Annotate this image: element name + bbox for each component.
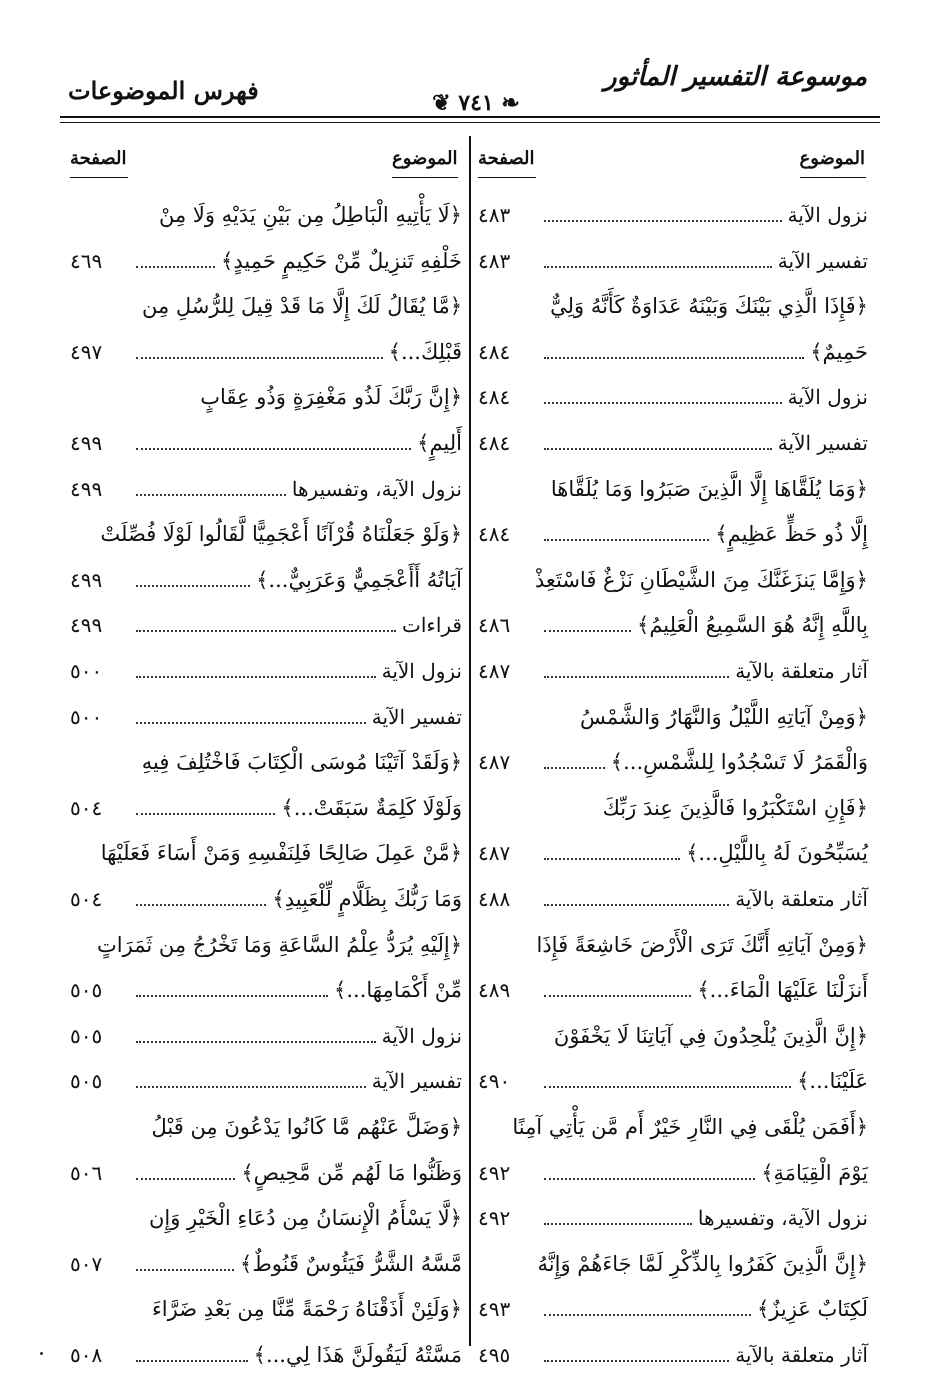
- entry-page-number: ٥٠٥: [70, 978, 103, 1003]
- leader-dots: [136, 1041, 376, 1043]
- index-entry: [478, 424, 868, 462]
- leader-dots: [136, 904, 266, 906]
- entry-topic: أَلِيمٍ﴾: [417, 431, 462, 455]
- entry-page-number: ٤٩٠: [478, 1069, 511, 1094]
- entry-topic: ﴿وَضَلَّ عَنْهُم مَّا كَانُوا يَدْعُونَ مِن قَبْلُ: [151, 1115, 462, 1139]
- index-entry: [70, 926, 462, 964]
- right-page-underline: [478, 177, 536, 178]
- leader-dots: [136, 494, 286, 496]
- entry-topic: تفسير الآية: [777, 431, 868, 455]
- entry-topic: ﴿وَمِنْ آيَاتِهِ اللَّيْلُ وَالنَّهَارُ وَالشَّمْسُ: [580, 704, 868, 729]
- entry-page-number: ٥٠٥: [70, 1023, 103, 1048]
- index-entry: [478, 515, 868, 553]
- entry-topic: ﴿لَّا يَسْأَمُ الْإِنسَانُ مِن دُعَاءِ الْخَيْرِ وَإِن: [148, 1206, 462, 1231]
- index-entry: [478, 926, 868, 964]
- leader-dots: [544, 266, 772, 268]
- index-entry: [70, 606, 462, 644]
- entry-topic: لَكِتَابٌ عَزِيزٌ﴾: [756, 1297, 868, 1322]
- index-entry: [70, 378, 462, 416]
- right-page-header: الصفحة: [478, 148, 535, 169]
- entry-topic: وَلَوْلَا كَلِمَةٌ سَبَقَتْ...﴾: [281, 795, 462, 820]
- leader-dots: [544, 1223, 692, 1225]
- entry-page-number: ٤٩٩: [70, 431, 103, 455]
- index-entry: [478, 242, 868, 280]
- index-entry: [70, 1108, 462, 1146]
- leader-dots: [544, 1178, 755, 1180]
- stray-mark: [40, 1352, 43, 1355]
- index-entry: [70, 698, 462, 736]
- leader-dots: [544, 448, 772, 450]
- entry-page-number: ٤٩٢: [478, 1206, 511, 1231]
- index-entry: [478, 1245, 868, 1283]
- leader-dots: [136, 357, 383, 359]
- index-entry: [478, 378, 868, 416]
- index-entry: [70, 743, 462, 781]
- section-title: فهرس الموضوعات: [68, 76, 259, 105]
- leader-dots: [136, 266, 215, 268]
- entry-page-number: ٤٨٨: [478, 887, 511, 911]
- entry-topic: قَبْلِكَ...﴾: [388, 339, 462, 364]
- entry-topic: آيَاتُهُ أَأَعْجَمِيٌّ وَعَرَبِيٌّ...﴾: [256, 567, 462, 592]
- entry-topic: مَّسَّهُ الشَّرُّ فَيَئُوسٌ قَنُوطٌ﴾: [240, 1251, 462, 1276]
- index-entry: [478, 561, 868, 599]
- entry-page-number: ٥٠٤: [70, 887, 103, 911]
- index-entry: [478, 880, 868, 918]
- leader-dots: [544, 1086, 791, 1088]
- entry-page-number: ٤٨٧: [478, 750, 511, 775]
- entry-page-number: ٤٨٤: [478, 522, 511, 547]
- right-topic-underline: [800, 177, 866, 178]
- entry-page-number: ٤٩٥: [478, 1343, 511, 1367]
- leader-dots: [544, 630, 631, 632]
- index-entry: [70, 1017, 462, 1055]
- entry-topic: ﴿إِنَّ الَّذِينَ يُلْحِدُونَ فِي آيَاتِنَا لَا يَخْفَوْنَ: [553, 1023, 868, 1048]
- left-topic-underline: [392, 177, 458, 178]
- entry-page-number: ٤٨٣: [478, 203, 511, 227]
- leader-dots: [136, 585, 250, 587]
- entry-page-number: ٤٩٩: [70, 476, 103, 501]
- index-entry: [478, 1336, 868, 1374]
- entry-topic: عَلَيْنَا...﴾: [797, 1069, 868, 1094]
- index-entry: [70, 1062, 462, 1100]
- index-entry: [70, 242, 462, 280]
- index-entry: [478, 652, 868, 690]
- entry-topic: وَالْقَمَرُ لَا تَسْجُدُوا لِلشَّمْسِ...﴾: [610, 750, 868, 775]
- index-entry: [478, 1108, 868, 1146]
- entry-topic: تفسير الآية: [371, 1069, 462, 1094]
- entry-page-number: ٤٨٤: [478, 339, 511, 364]
- entry-page-number: ٤٨٩: [478, 978, 511, 1003]
- leader-dots: [136, 676, 376, 678]
- entry-topic: بِاللَّهِ إِنَّهُ هُوَ السَّمِيعُ الْعَلِيمُ﴾: [637, 613, 868, 638]
- index-entry: [70, 834, 462, 872]
- entry-topic: ﴿وَلَئِنْ أَذَقْنَاهُ رَحْمَةً مِّنَّا مِن بَعْدِ ضَرَّاءَ: [151, 1297, 462, 1322]
- header-rule-thin: [60, 122, 880, 123]
- entry-topic: نزول الآية: [787, 203, 868, 227]
- left-topic-header: الموضوع: [392, 148, 458, 169]
- index-entry: [70, 1245, 462, 1283]
- index-entry: [70, 515, 462, 553]
- leader-dots: [136, 995, 328, 997]
- column-divider: [469, 136, 471, 1346]
- index-entry: [478, 1154, 868, 1192]
- entry-topic: مَسَّتْهُ لَيَقُولَنَّ هَذَا لِي...﴾: [253, 1343, 462, 1367]
- index-entry: [70, 333, 462, 371]
- right-topic-header: الموضوع: [799, 148, 865, 169]
- entry-topic: نزول الآية، وتفسيرها: [291, 476, 462, 501]
- entry-topic: ﴿فَإِنِ اسْتَكْبَرُوا فَالَّذِينَ عِندَ رَبِّكَ: [602, 795, 868, 820]
- index-entry: [70, 971, 462, 1009]
- index-entry: [478, 606, 868, 644]
- entry-topic: خَلْفِهِ تَنزِيلٌ مِّنْ حَكِيمٍ حَمِيدٍ﴾: [221, 248, 462, 273]
- entry-topic: ﴿وَمِنْ آيَاتِهِ أَنَّكَ تَرَى الْأَرْضَ خَاشِعَةً فَإِذَا: [536, 932, 868, 957]
- entry-topic: ﴿إِنَّ الَّذِينَ كَفَرُوا بِالذِّكْرِ لَمَّا جَاءَهُمْ وَإِنَّهُ: [537, 1251, 868, 1276]
- header-rule: [60, 116, 880, 118]
- leader-dots: [544, 995, 691, 997]
- leader-dots: [136, 1269, 234, 1271]
- entry-topic: ﴿وَإِمَّا يَنزَغَنَّكَ مِنَ الشَّيْطَانِ نَزْغٌ فَاسْتَعِذْ: [534, 567, 868, 592]
- entry-page-number: ٤٩٩: [70, 567, 103, 592]
- index-entry: [478, 333, 868, 371]
- leader-dots: [544, 1314, 751, 1316]
- left-page-underline: [70, 177, 128, 178]
- entry-topic: ﴿إِنَّ رَبَّكَ لَذُو مَغْفِرَةٍ وَذُو عِقَابٍ: [200, 385, 462, 410]
- leader-dots: [136, 722, 366, 724]
- entry-page-number: ٤٩٣: [478, 1297, 511, 1322]
- leader-dots: [136, 1178, 235, 1180]
- book-title: موسوعة التفسير المأثور: [604, 62, 867, 92]
- index-entry: [70, 424, 462, 462]
- entry-page-number: ٥٠٨: [70, 1343, 103, 1367]
- index-entry: [70, 196, 462, 234]
- page-number-value: ٧٤١: [458, 90, 494, 116]
- entry-topic: يَوْمَ الْقِيَامَةِ﴾: [761, 1160, 868, 1185]
- entry-topic: نزول الآية: [381, 1023, 462, 1048]
- index-entry: [70, 652, 462, 690]
- entry-topic: نزول الآية: [381, 659, 462, 683]
- entry-topic: نزول الآية: [787, 385, 868, 410]
- entry-topic: أَنزَلْنَا عَلَيْهَا الْمَاءَ...﴾: [697, 978, 868, 1003]
- index-entry: [478, 470, 868, 508]
- entry-page-number: ٤٩٢: [478, 1160, 511, 1185]
- index-entry: [478, 1290, 868, 1328]
- index-entry: [478, 834, 868, 872]
- index-entry: [70, 880, 462, 918]
- leader-dots: [544, 858, 680, 860]
- index-entry: [478, 287, 868, 325]
- entry-topic: ﴿وَمَا يُلَقَّاهَا إِلَّا الَّذِينَ صَبَرُوا وَمَا يُلَقَّاهَا: [550, 476, 868, 501]
- entry-topic: يُسَبِّحُونَ لَهُ بِاللَّيْلِ...﴾: [686, 841, 868, 866]
- entry-page-number: ٥٠٤: [70, 795, 103, 820]
- entry-topic: ﴿وَلَوْ جَعَلْنَاهُ قُرْآنًا أَعْجَمِيًّا لَّقَالُوا لَوْلَا فُصِّلَتْ: [100, 522, 462, 547]
- leader-dots: [544, 539, 709, 541]
- entry-page-number: ٤٩٩: [70, 613, 103, 638]
- entry-topic: تفسير الآية: [777, 248, 868, 273]
- leader-dots: [544, 904, 729, 906]
- index-entry: [478, 1199, 868, 1237]
- entry-topic: ﴿إِلَيْهِ يُرَدُّ عِلْمُ السَّاعَةِ وَمَا تَخْرُجُ مِن ثَمَرَاتٍ: [97, 932, 462, 957]
- index-entry: [70, 1199, 462, 1237]
- entry-topic: ﴿مَّا يُقَالُ لَكَ إِلَّا مَا قَدْ قِيلَ لِلرُّسُلِ مِن: [141, 294, 462, 319]
- entry-topic: ﴿مَّنْ عَمِلَ صَالِحًا فَلِنَفْسِهِ وَمَنْ أَسَاءَ فَعَلَيْهَا: [100, 841, 462, 866]
- entry-topic: ﴿لَا يَأْتِيهِ الْبَاطِلُ مِن بَيْنِ يَدَيْهِ وَلَا مِنْ: [158, 203, 462, 227]
- leader-dots: [544, 1360, 729, 1362]
- leader-dots: [136, 1086, 366, 1088]
- entry-page-number: ٤٨٣: [478, 248, 511, 273]
- leader-dots: [136, 1360, 248, 1362]
- entry-topic: ﴿فَإِذَا الَّذِي بَيْنَكَ وَبَيْنَهُ عَدَاوَةٌ كَأَنَّهُ وَلِيٌّ: [550, 294, 868, 319]
- index-entry: [70, 789, 462, 827]
- index-entry: [478, 1062, 868, 1100]
- leader-dots: [544, 357, 804, 359]
- entry-topic: وَمَا رَبُّكَ بِظَلَّامٍ لِّلْعَبِيدِ﴾: [272, 887, 462, 911]
- leader-dots: [544, 676, 729, 678]
- page-number: [420, 90, 532, 116]
- entry-topic: مِّنْ أَكْمَامِهَا...﴾: [334, 978, 462, 1003]
- index-entry: [70, 1336, 462, 1374]
- entry-page-number: ٥٠٥: [70, 1069, 103, 1094]
- entry-topic: وَظَنُّوا مَا لَهُم مِّن مَّحِيصٍ﴾: [241, 1160, 462, 1185]
- entry-page-number: ٤٨٦: [478, 613, 511, 638]
- entry-topic: آثار متعلقة بالآية: [735, 887, 868, 911]
- index-entry: [478, 971, 868, 1009]
- entry-topic: ﴿وَلَقَدْ آتَيْنَا مُوسَى الْكِتَابَ فَاخْتُلِفَ فِيهِ: [141, 750, 462, 775]
- entry-page-number: ٥٠٧: [70, 1251, 103, 1276]
- entry-topic: نزول الآية، وتفسيرها: [697, 1206, 868, 1231]
- leader-dots: [136, 448, 411, 450]
- entry-page-number: ٤٦٩: [70, 248, 103, 273]
- leader-dots: [544, 220, 782, 222]
- leader-dots: [544, 767, 605, 769]
- entry-topic: ﴿أَفَمَن يُلْقَى فِي النَّارِ خَيْرٌ أَم مَّن يَأْتِي آمِنًا: [512, 1115, 868, 1139]
- leader-dots: [136, 813, 275, 815]
- entry-topic: تفسير الآية: [371, 704, 462, 729]
- index-entry: [478, 789, 868, 827]
- entry-page-number: ٥٠٠: [70, 659, 103, 683]
- entry-page-number: ٤٨٧: [478, 659, 511, 683]
- entry-page-number: ٤٨٤: [478, 431, 511, 455]
- index-entry: [478, 1017, 868, 1055]
- entry-topic: قراءات: [402, 613, 462, 638]
- entry-page-number: ٤٨٤: [478, 385, 511, 410]
- index-entry: [70, 561, 462, 599]
- entry-topic: إِلَّا ذُو حَظٍّ عَظِيمٍ﴾: [715, 522, 868, 547]
- leader-dots: [544, 402, 782, 404]
- left-page-header: الصفحة: [70, 148, 127, 169]
- ornament-right-icon: ❦: [432, 90, 451, 116]
- entry-page-number: ٥٠٦: [70, 1160, 103, 1185]
- entry-topic: آثار متعلقة بالآية: [735, 659, 868, 683]
- index-entry: [70, 1154, 462, 1192]
- entry-page-number: ٥٠٠: [70, 704, 103, 729]
- entry-topic: آثار متعلقة بالآية: [735, 1343, 868, 1367]
- ornament-left-icon: ❧: [501, 90, 520, 116]
- entry-page-number: ٤٨٧: [478, 841, 511, 866]
- index-entry: [70, 470, 462, 508]
- index-entry: [478, 196, 868, 234]
- index-entry: [478, 698, 868, 736]
- entry-page-number: ٤٩٧: [70, 339, 103, 364]
- leader-dots: [136, 630, 396, 632]
- entry-topic: حَمِيمٌ﴾: [810, 339, 868, 364]
- index-entry: [70, 1290, 462, 1328]
- index-entry: [478, 743, 868, 781]
- index-entry: [70, 287, 462, 325]
